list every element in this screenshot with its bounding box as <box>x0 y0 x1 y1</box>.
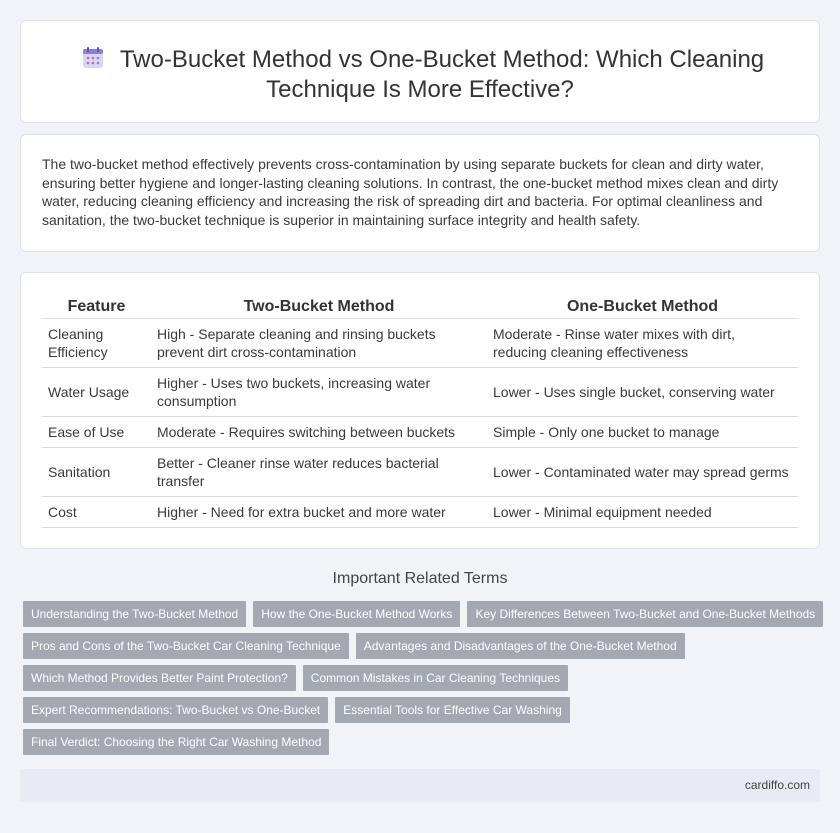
table-cell: Lower - Minimal equipment needed <box>487 497 798 528</box>
table-header-cell: Two-Bucket Method <box>151 295 487 319</box>
table-cell: Lower - Contaminated water may spread germs <box>487 448 798 497</box>
table-cell: Ease of Use <box>42 417 151 448</box>
table-cell: High - Separate cleaning and rinsing buckets prevent dirt cross-contamination <box>151 319 487 368</box>
table-cell: Sanitation <box>42 448 151 497</box>
related-term-tag[interactable]: How the One-Bucket Method Works <box>253 601 460 627</box>
related-term-tag[interactable]: Essential Tools for Effective Car Washing <box>335 697 570 723</box>
page-title <box>21 45 819 105</box>
page-title-line-1: Two-Bucket Method vs One-Bucket Method: Which Cleaning <box>119 46 765 73</box>
footer-site-link[interactable]: cardiffo.com <box>744 778 810 792</box>
table-row <box>42 368 798 417</box>
table-row <box>42 497 798 528</box>
related-term-tag[interactable]: Final Verdict: Choosing the Right Car Washing Method <box>23 729 329 755</box>
table-cell: Moderate - Requires switching between buckets <box>151 417 487 448</box>
comparison-table-card <box>20 272 820 549</box>
table-cell: Simple - Only one bucket to manage <box>487 417 798 448</box>
related-term-tag[interactable]: Expert Recommendations: Two-Bucket vs One-Bucket <box>23 697 328 723</box>
summary-card <box>20 134 820 252</box>
tag-row <box>23 601 823 628</box>
comparison-table <box>42 295 798 528</box>
table-cell: Higher - Uses two buckets, increasing water consumption <box>151 368 487 417</box>
table-row <box>42 319 798 368</box>
footer <box>20 769 820 802</box>
title-card <box>20 20 820 123</box>
table-row <box>42 448 798 497</box>
table-cell: Higher - Need for extra bucket and more water <box>151 497 487 528</box>
related-terms-list <box>23 601 823 761</box>
table-header-row <box>42 295 798 319</box>
page-title-line-2: Technique Is More Effective? <box>266 76 574 103</box>
table-cell: Moderate - Rinse water mixes with dirt, reducing cleaning effectiveness <box>487 319 798 368</box>
related-term-tag[interactable]: Which Method Provides Better Paint Protection? <box>23 665 296 691</box>
tag-row <box>23 729 823 756</box>
table-row <box>42 417 798 448</box>
table-header-cell: Feature <box>42 295 151 319</box>
tag-row <box>23 697 823 724</box>
table-cell: Cost <box>42 497 151 528</box>
table-cell: Better - Cleaner rinse water reduces bacterial transfer <box>151 448 487 497</box>
tag-row <box>23 633 823 660</box>
table-cell: Water Usage <box>42 368 151 417</box>
related-terms-heading: Important Related Terms <box>332 570 508 587</box>
tag-row <box>23 665 823 692</box>
related-term-tag[interactable]: Understanding the Two-Bucket Method <box>23 601 246 627</box>
related-term-tag[interactable]: Common Mistakes in Car Cleaning Techniques <box>303 665 568 691</box>
table-cell: Lower - Uses single bucket, conserving water <box>487 368 798 417</box>
table-header-cell: One-Bucket Method <box>487 295 798 319</box>
summary-text: The two-bucket method effectively prevents cross-contamination by using separate buckets for clean and dirty water, ensuring better hygiene and longer-lasting cleaning solutions. In contrast, the one-bucket method mixes clean and dirty water, reducing cleaning efficiency and increasing the risk of spreading dirt and bacteria. For optimal cleanliness and sanitation, the two-bucket technique is superior in maintaining surface integrity and health safety. <box>42 156 779 228</box>
related-term-tag[interactable]: Advantages and Disadvantages of the One-Bucket Method <box>356 633 685 659</box>
related-term-tag[interactable]: Pros and Cons of the Two-Bucket Car Cleaning Technique <box>23 633 349 659</box>
table-cell: Cleaning Efficiency <box>42 319 151 368</box>
related-term-tag[interactable]: Key Differences Between Two-Bucket and One-Bucket Methods <box>467 601 823 627</box>
